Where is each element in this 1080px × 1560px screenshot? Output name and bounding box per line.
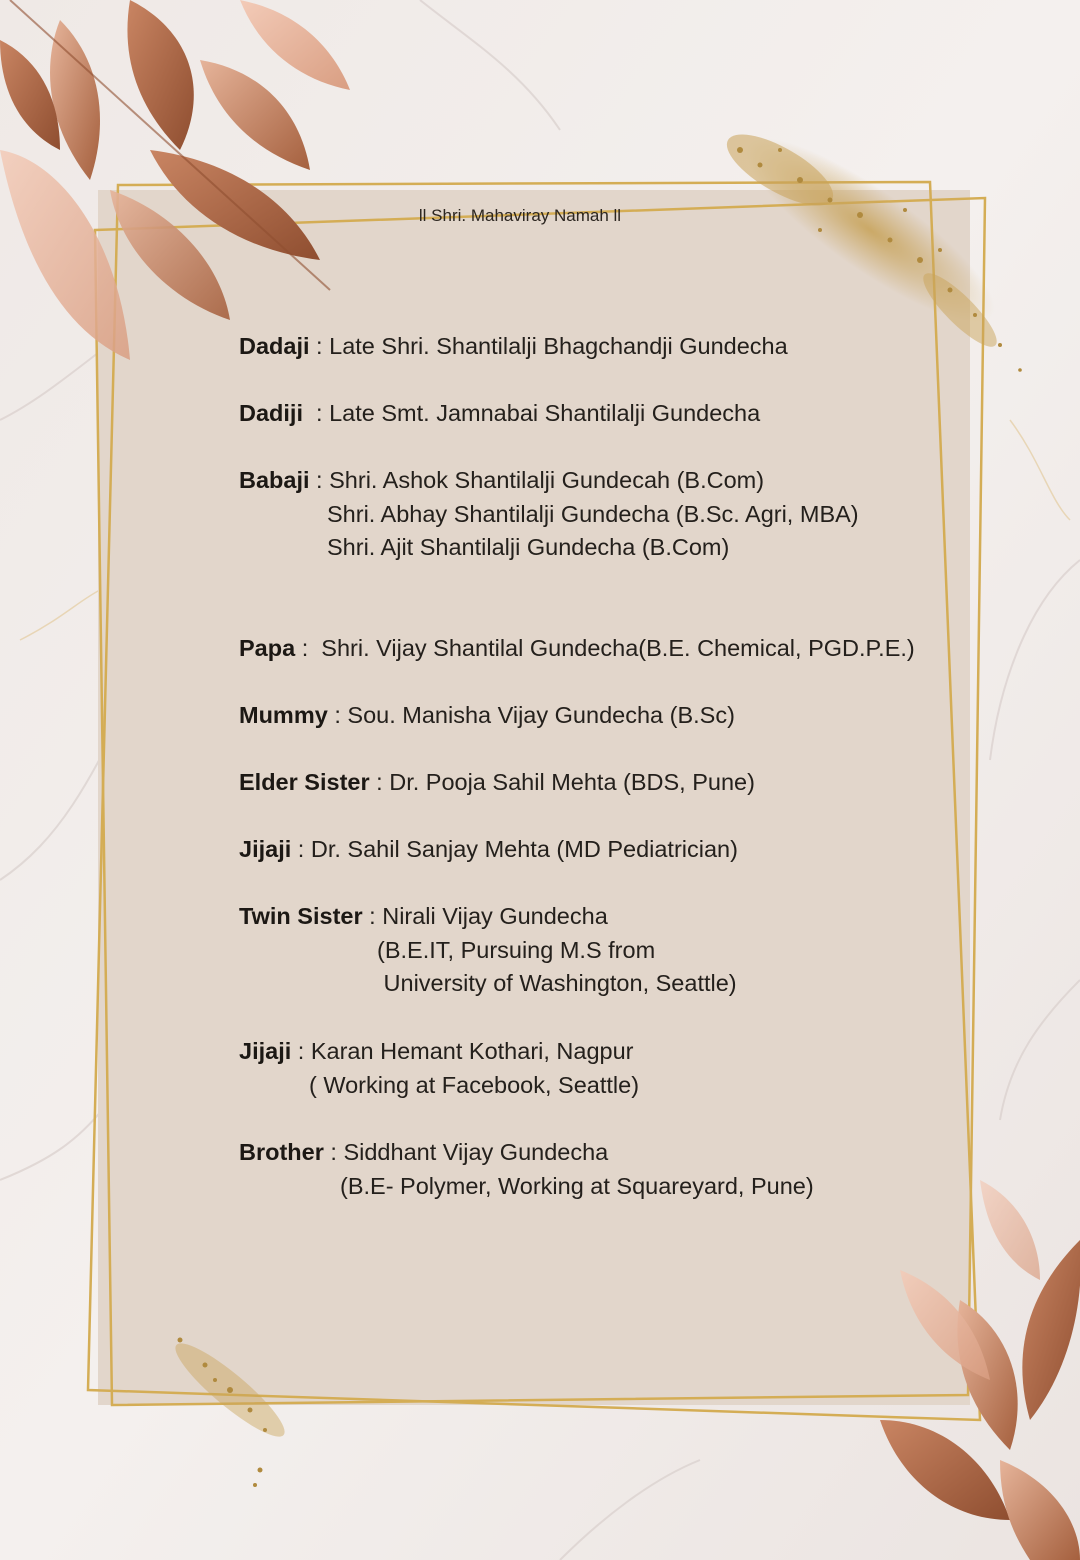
member-papa-line (239, 634, 915, 662)
separator: : (291, 836, 311, 862)
member-detail: Karan Hemant Kothari, Nagpur (310, 1038, 634, 1064)
relation-label: Dadaji (239, 333, 310, 359)
member-jijaji-line (239, 835, 738, 863)
member-detail-continuation: Shri. Abhay Shantilalji Gundecha (B.Sc. Agri, MBA) (327, 500, 859, 527)
member-detail-continuation: (B.E- Polymer, Working at Squareyard, Pune) (340, 1172, 814, 1199)
member-dadiji-line (239, 399, 760, 427)
member-detail: Late Shri. Shantilalji Bhagchandji Gundecha (329, 333, 788, 359)
member-mummy-line (239, 701, 735, 729)
member-brother-line (239, 1138, 608, 1166)
separator: : (369, 769, 390, 795)
member-detail: Shri. Vijay Shantilal Gundecha(B.E. Chemical, PGD.P.E.) (321, 635, 915, 661)
relation-label: Elder Sister (239, 769, 370, 795)
member-detail-continuation: Shri. Ajit Shantilalji Gundecha (B.Com) (327, 534, 730, 560)
separator: : (362, 903, 383, 929)
separator: : (309, 333, 330, 359)
relation-label: Twin Sister (239, 903, 363, 929)
member-elder-sister-line (239, 768, 755, 796)
separator: : (323, 1139, 344, 1165)
member-twin-sister-line (239, 902, 608, 930)
relation-label: Babaji (239, 467, 310, 493)
member-detail-continuation: University of Washington, Seattle) (377, 970, 737, 996)
relation-label: Brother (239, 1139, 324, 1165)
member-detail: Sou. Manisha Vijay Gundecha (B.Sc) (347, 702, 735, 728)
relation-label: Jijaji (239, 1038, 292, 1064)
member-detail: Dr. Pooja Sahil Mehta (BDS, Pune) (389, 769, 755, 795)
relation-label: Papa (239, 635, 296, 661)
member-detail: Dr. Sahil Sanjay Mehta (MD Pediatrician) (310, 836, 738, 862)
member-detail: Nirali Vijay Gundecha (382, 903, 608, 929)
separator: : (302, 400, 330, 426)
separator: : (309, 467, 330, 493)
member-detail-continuation: (B.E.IT, Pursuing M.S from (377, 936, 656, 963)
member-detail-continuation: ( Working at Facebook, Seattle) (309, 1071, 640, 1098)
member-detail: Late Smt. Jamnabai Shantilalji Gundecha (329, 400, 761, 426)
separator: : (291, 1038, 311, 1064)
relation-label: Dadiji (239, 400, 303, 426)
relation-label: Mummy (239, 702, 328, 728)
separator: : (295, 635, 322, 661)
member-dadaji-line (239, 332, 788, 360)
member-detail: Siddhant Vijay Gundecha (343, 1139, 609, 1165)
relation-label: Jijaji (239, 836, 292, 862)
member-detail: Shri. Ashok Shantilalji Gundecah (B.Com) (329, 467, 765, 493)
separator: : (327, 702, 348, 728)
member-babaji-line (239, 466, 764, 494)
member-jijaji-line (239, 1037, 634, 1065)
invocation-text: ll Shri. Mahaviray Namah ll (418, 206, 622, 225)
